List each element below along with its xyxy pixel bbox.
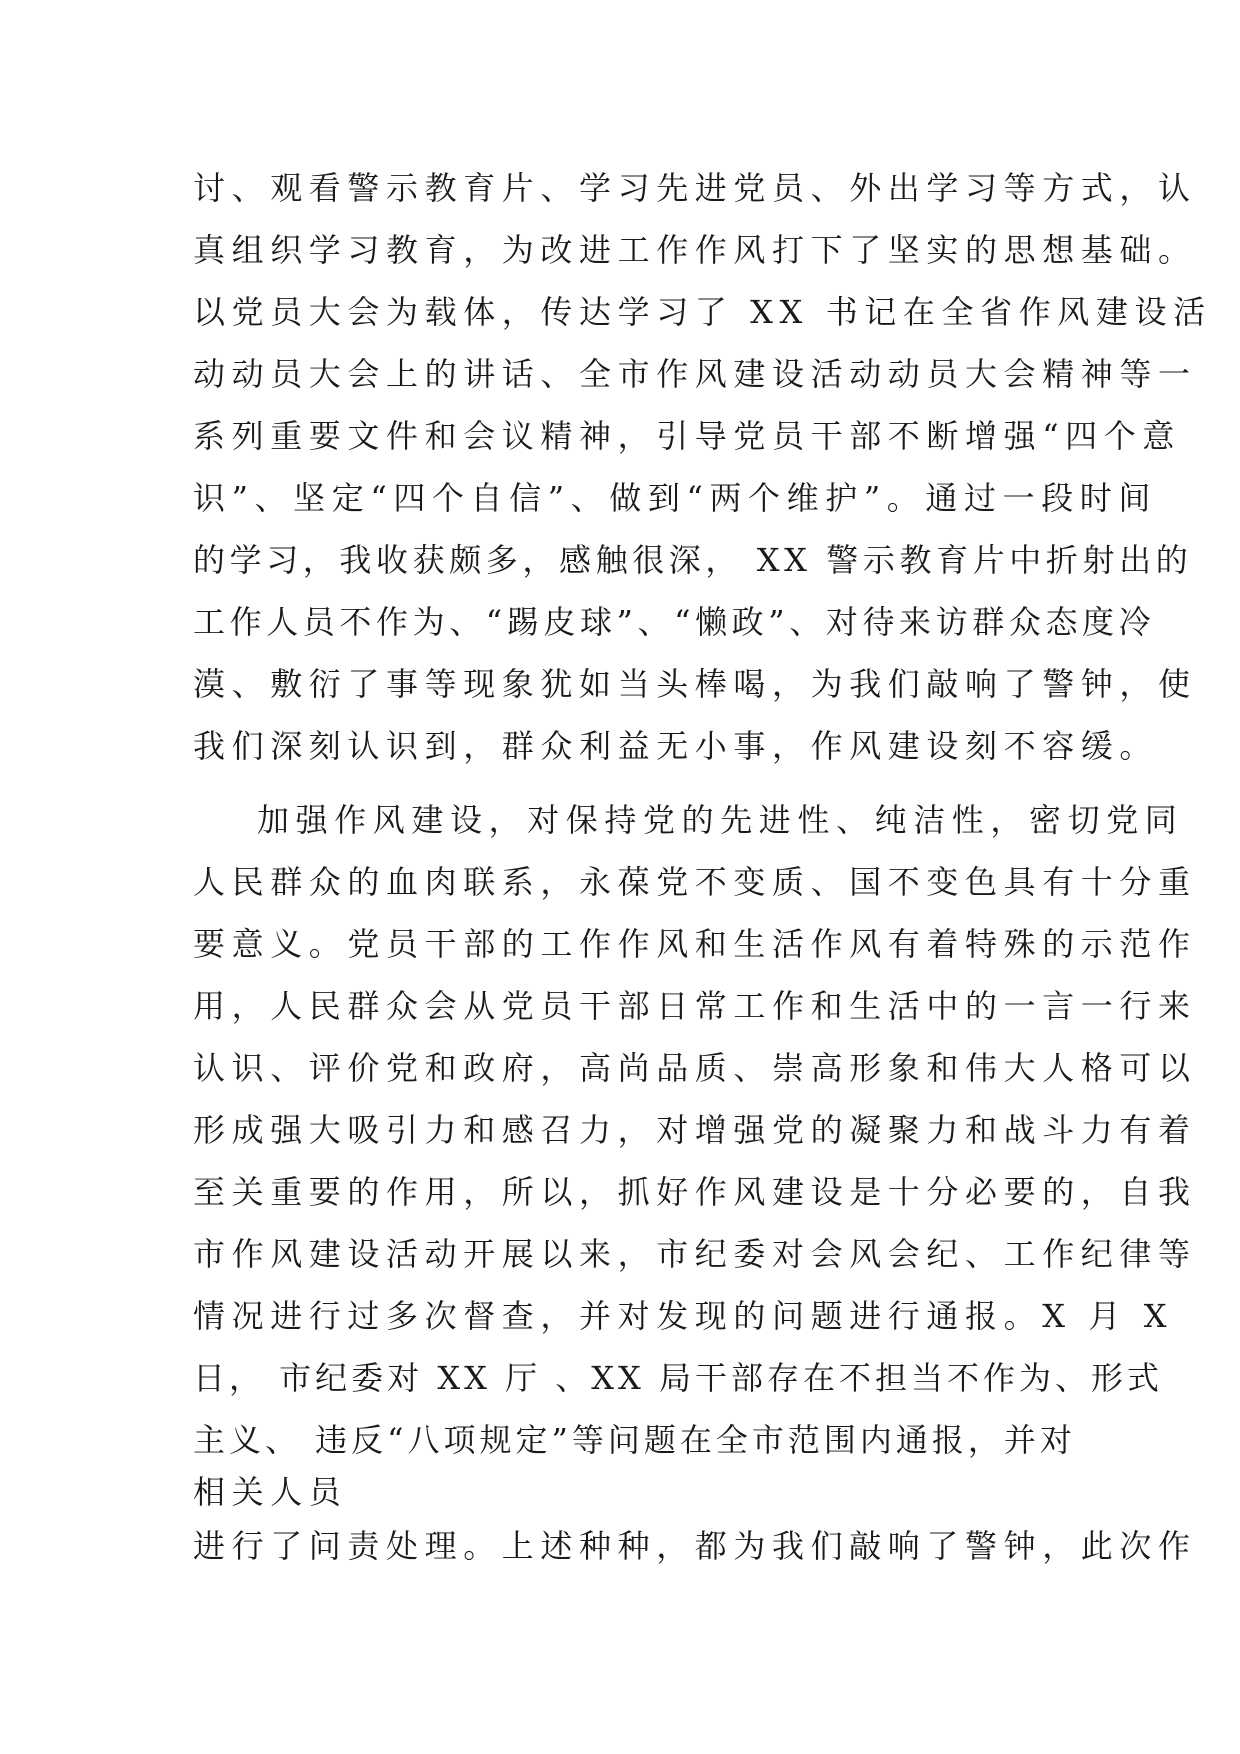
paragraph-2-line-6: 形成强大吸引力和感召力，对增强党的凝聚力和战斗力有着 bbox=[193, 1111, 1197, 1149]
paragraph-1-line-2: 真组织学习教育，为改进工作作风打下了坚实的思想基础。 bbox=[193, 231, 1197, 269]
paragraph-1-line-4: 动动员大会上的讲话、全市作风建设活动动员大会精神等一 bbox=[193, 355, 1197, 393]
paragraph-1-line-1: 讨、观看警示教育片、学习先进党员、外出学习等方式，认 bbox=[193, 169, 1197, 207]
paragraph-1-line-3: 以党员大会为载体，传达学习了 XX 书记在全省作风建设活 bbox=[193, 293, 1212, 331]
paragraph-2-line-5: 认识、评价党和政府，高尚品质、崇高形象和伟大人格可以 bbox=[193, 1049, 1197, 1087]
paragraph-2-line-10: 日， 市纪委对 XX 厅 、XX 局干部存在不担当不作为、形式 bbox=[193, 1359, 1163, 1397]
paragraph-2-line-1: 加强作风建设，对保持党的先进性、纯洁性，密切党同 bbox=[257, 801, 1184, 839]
paragraph-2-line-3: 要意义。党员干部的工作作风和生活作风有着特殊的示范作 bbox=[193, 925, 1197, 963]
paragraph-1-line-8: 工作人员不作为、“踢皮球”、“懒政”、对待来访群众态度冷 bbox=[193, 603, 1156, 641]
paragraph-2-line-8: 市作风建设活动开展以来，市纪委对会风会纪、工作纪律等 bbox=[193, 1235, 1197, 1273]
paragraph-2-line-7: 至关重要的作用，所以，抓好作风建设是十分必要的，自我 bbox=[193, 1173, 1197, 1211]
paragraph-2-line-13: 进行了问责处理。上述种种，都为我们敲响了警钟，此次作 bbox=[193, 1527, 1197, 1565]
paragraph-1-line-7: 的学习，我收获颇多，感触很深， XX 警示教育片中折射出的 bbox=[193, 541, 1193, 579]
paragraph-1-line-5: 系列重要文件和会议精神，引导党员干部不断增强“四个意 bbox=[193, 417, 1181, 455]
paragraph-2-line-9: 情况进行过多次督查，并对发现的问题进行通报。X 月 X bbox=[193, 1297, 1174, 1335]
paragraph-2-line-4: 用，人民群众会从党员干部日常工作和生活中的一言一行来 bbox=[193, 987, 1197, 1025]
paragraph-2-line-2: 人民群众的血肉联系，永葆党不变质、国不变色具有十分重 bbox=[193, 863, 1197, 901]
paragraph-1-line-9: 漠、敷衍了事等现象犹如当头棒喝，为我们敲响了警钟，使 bbox=[193, 665, 1197, 703]
paragraph-2-line-11: 主义、 违反“八项规定”等问题在全市范围内通报，并对 bbox=[193, 1421, 1076, 1459]
paragraph-1-line-10: 我们深刻认识到，群众利益无小事，作风建设刻不容缓。 bbox=[193, 727, 1159, 765]
paragraph-1-line-6: 识”、坚定“四个自信”、做到“两个维护”。通过一段时间 bbox=[193, 479, 1157, 517]
paragraph-2-line-12: 相关人员 bbox=[193, 1473, 348, 1511]
